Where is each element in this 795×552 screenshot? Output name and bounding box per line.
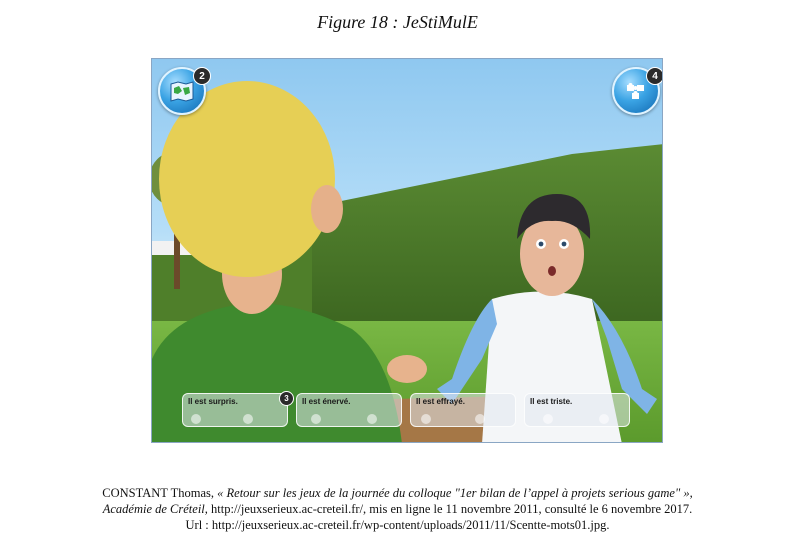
caption-line-1 bbox=[0, 485, 795, 501]
caption-line-2 bbox=[0, 501, 795, 517]
choice-enerve[interactable] bbox=[296, 393, 402, 427]
garden-scene bbox=[152, 59, 663, 443]
choice-label: Il est énervé. bbox=[302, 397, 351, 406]
map-badge: 2 bbox=[193, 67, 211, 85]
puzzle-badge: 4 bbox=[646, 67, 663, 85]
answer-choices bbox=[182, 393, 642, 427]
choice-label: Il est surpris. bbox=[188, 397, 238, 406]
map-icon bbox=[169, 80, 195, 102]
game-screenshot bbox=[151, 58, 663, 443]
caption-source: Académie de Créteil, bbox=[102, 502, 208, 516]
caption-author: CONSTANT Thomas, bbox=[102, 486, 215, 500]
choice-surpris[interactable] bbox=[182, 393, 288, 427]
map-button[interactable] bbox=[158, 67, 206, 115]
figure-caption bbox=[0, 485, 795, 533]
caption-url: Url : http://jeuxserieux.ac-creteil.fr/wp-content/uploads/2011/11/Scentte-mots01.jpg. bbox=[185, 518, 610, 532]
choice-label: Il est triste. bbox=[530, 397, 573, 406]
choice-badge: 3 bbox=[279, 391, 294, 406]
blond-character-hand bbox=[387, 355, 427, 383]
boy-character-mouth bbox=[548, 266, 556, 276]
choice-effraye[interactable] bbox=[410, 393, 516, 427]
choice-triste[interactable] bbox=[524, 393, 630, 427]
figure-title: Figure 18 : JeStiMulE bbox=[317, 12, 478, 32]
hedge-wall bbox=[302, 144, 663, 329]
caption-article-title: « Retour sur les jeux de la journée du colloque "1er bilan de l’appel à projets serious game" », bbox=[217, 486, 693, 500]
caption-publication-info: http://jeuxserieux.ac-creteil.fr/, mis en ligne le 11 novembre 2011, consulté le 6 novembre 2017. bbox=[211, 502, 693, 516]
choice-label: Il est effrayé. bbox=[416, 397, 465, 406]
blond-character-ear bbox=[311, 185, 343, 233]
puzzle-button[interactable] bbox=[612, 67, 660, 115]
puzzle-icon bbox=[625, 81, 647, 101]
